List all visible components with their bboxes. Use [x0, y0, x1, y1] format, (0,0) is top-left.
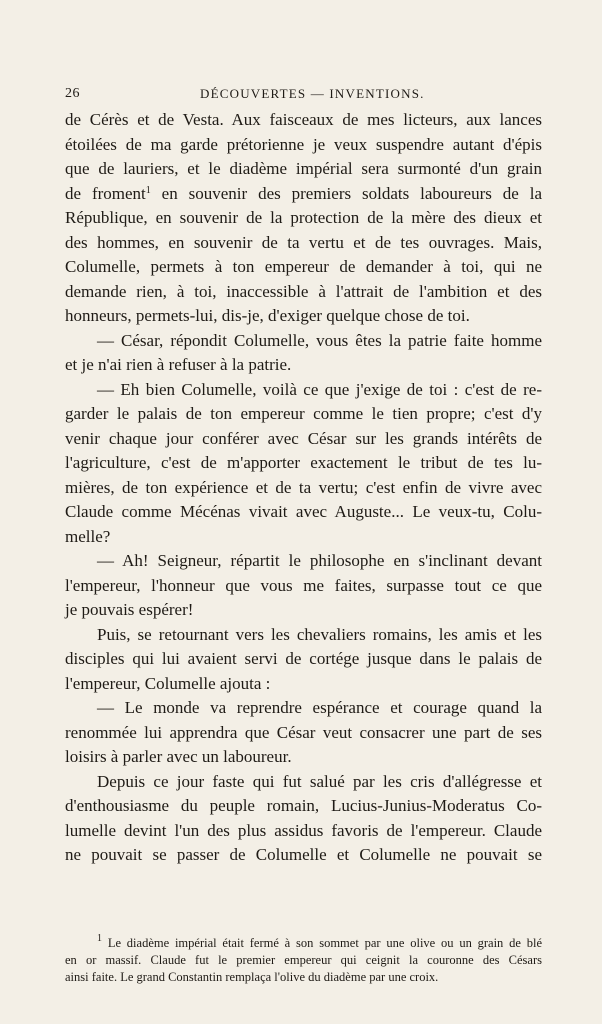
- footnote-line: en or massif. Claude fut le premier empereur qui ceignit la couronne des Césars: [65, 953, 542, 967]
- text-line: Columelle, permets à ton empereur de demander à toi, qui ne: [65, 257, 542, 276]
- text-line: — Eh bien Columelle, voilà ce que j'exige de toi : c'est de re-: [97, 379, 542, 399]
- text-line: demande rien, à toi, inaccessible à l'attrait de l'ambition et des: [65, 281, 542, 301]
- text-line-with-footnote: [65, 182, 542, 207]
- text-line: Depuis ce jour faste qui fut salué par les cris d'allégresse et: [97, 771, 542, 791]
- text-line: — Ah! Seigneur, répartit le philosophe en s'inclinant devant: [97, 551, 542, 570]
- text-line: renommée lui apprendra que César veut consacrer une part de ses: [65, 722, 542, 742]
- text-line: de Cérès et de Vesta. Aux faisceaux de mes licteurs, aux lances: [65, 110, 542, 129]
- text-line: l'agriculture, c'est de m'apporter exactement le tribut de tes lu-: [65, 453, 542, 472]
- text-line: venir chaque jour conférer avec César sur les grands intérêts de: [65, 428, 542, 448]
- text-line: que de lauriers, et le diadème impérial sera surmonté d'un grain: [65, 159, 542, 178]
- text-line: lumelle devint l'un des plus assidus favoris de l'empereur. Claude: [65, 820, 542, 840]
- text-line: loisirs à parler avec un laboureur.: [65, 747, 292, 766]
- footnote: [65, 935, 542, 986]
- text-fragment: en souvenir des premiers soldats laboureurs de la: [161, 183, 542, 203]
- footnote-line: [65, 935, 542, 952]
- text-line: honneurs, permets-lui, dis-je, d'exiger quelque chose de toi.: [65, 306, 470, 325]
- text-line: — Le monde va reprendre espérance et courage quand la: [97, 698, 542, 717]
- footnote-text: Le diadème impérial était fermé à son sommet par une olive ou un grain de blé: [107, 936, 542, 950]
- running-head: [65, 86, 545, 104]
- text-line: Puis, se retournant vers les chevaliers romains, les amis et les: [97, 624, 542, 644]
- text-line: Claude comme Mécénas vivait avec Auguste... Le veux-tu, Colu-: [65, 502, 542, 521]
- text-line: l'empereur, Columelle ajouta :: [65, 673, 271, 693]
- footnote-marker: 1: [97, 933, 102, 944]
- text-line: mières, de ton expérience et de ta vertu; c'est enfin de vivre avec: [65, 477, 542, 497]
- text-line: d'enthousiasme du peuple romain, Lucius-Junius-Moderatus Co-: [65, 796, 542, 815]
- text-line: République, en souvenir de la protection de la mère des dieux et: [65, 208, 542, 227]
- section-title: DÉCOUVERTES — INVENTIONS.: [200, 86, 425, 101]
- page-number: 26: [65, 86, 80, 101]
- text-line: et je n'ai rien à refuser à la patrie.: [65, 355, 292, 374]
- text-line: garder le palais de ton empereur comme le tien propre; c'est d'y: [65, 404, 542, 423]
- text-line: ne pouvait se passer de Columelle et Columelle ne pouvait se: [65, 845, 542, 864]
- footnote-reference: 1: [145, 184, 151, 196]
- text-line: je pouvais espérer!: [65, 600, 194, 619]
- text-line: l'empereur, l'honneur que vous me faites, surpasse tout ce que: [65, 575, 542, 595]
- footnote-line: ainsi faite. Le grand Constantin remplaça l'olive du diadème par une croix.: [65, 970, 439, 984]
- text-line: — César, répondit Columelle, vous êtes la patrie faite homme: [97, 330, 542, 350]
- text-line: disciples qui lui avaient servi de cortége jusque dans le palais de: [65, 649, 542, 668]
- text-line: des hommes, en souvenir de ta vertu et de tes ouvrages. Mais,: [65, 232, 542, 252]
- body-text: [65, 108, 542, 868]
- text-line: melle?: [65, 526, 111, 546]
- text-fragment: de froment: [65, 183, 146, 203]
- text-line: étoilées de ma garde prétorienne je veux suspendre autant d'épis: [65, 134, 542, 154]
